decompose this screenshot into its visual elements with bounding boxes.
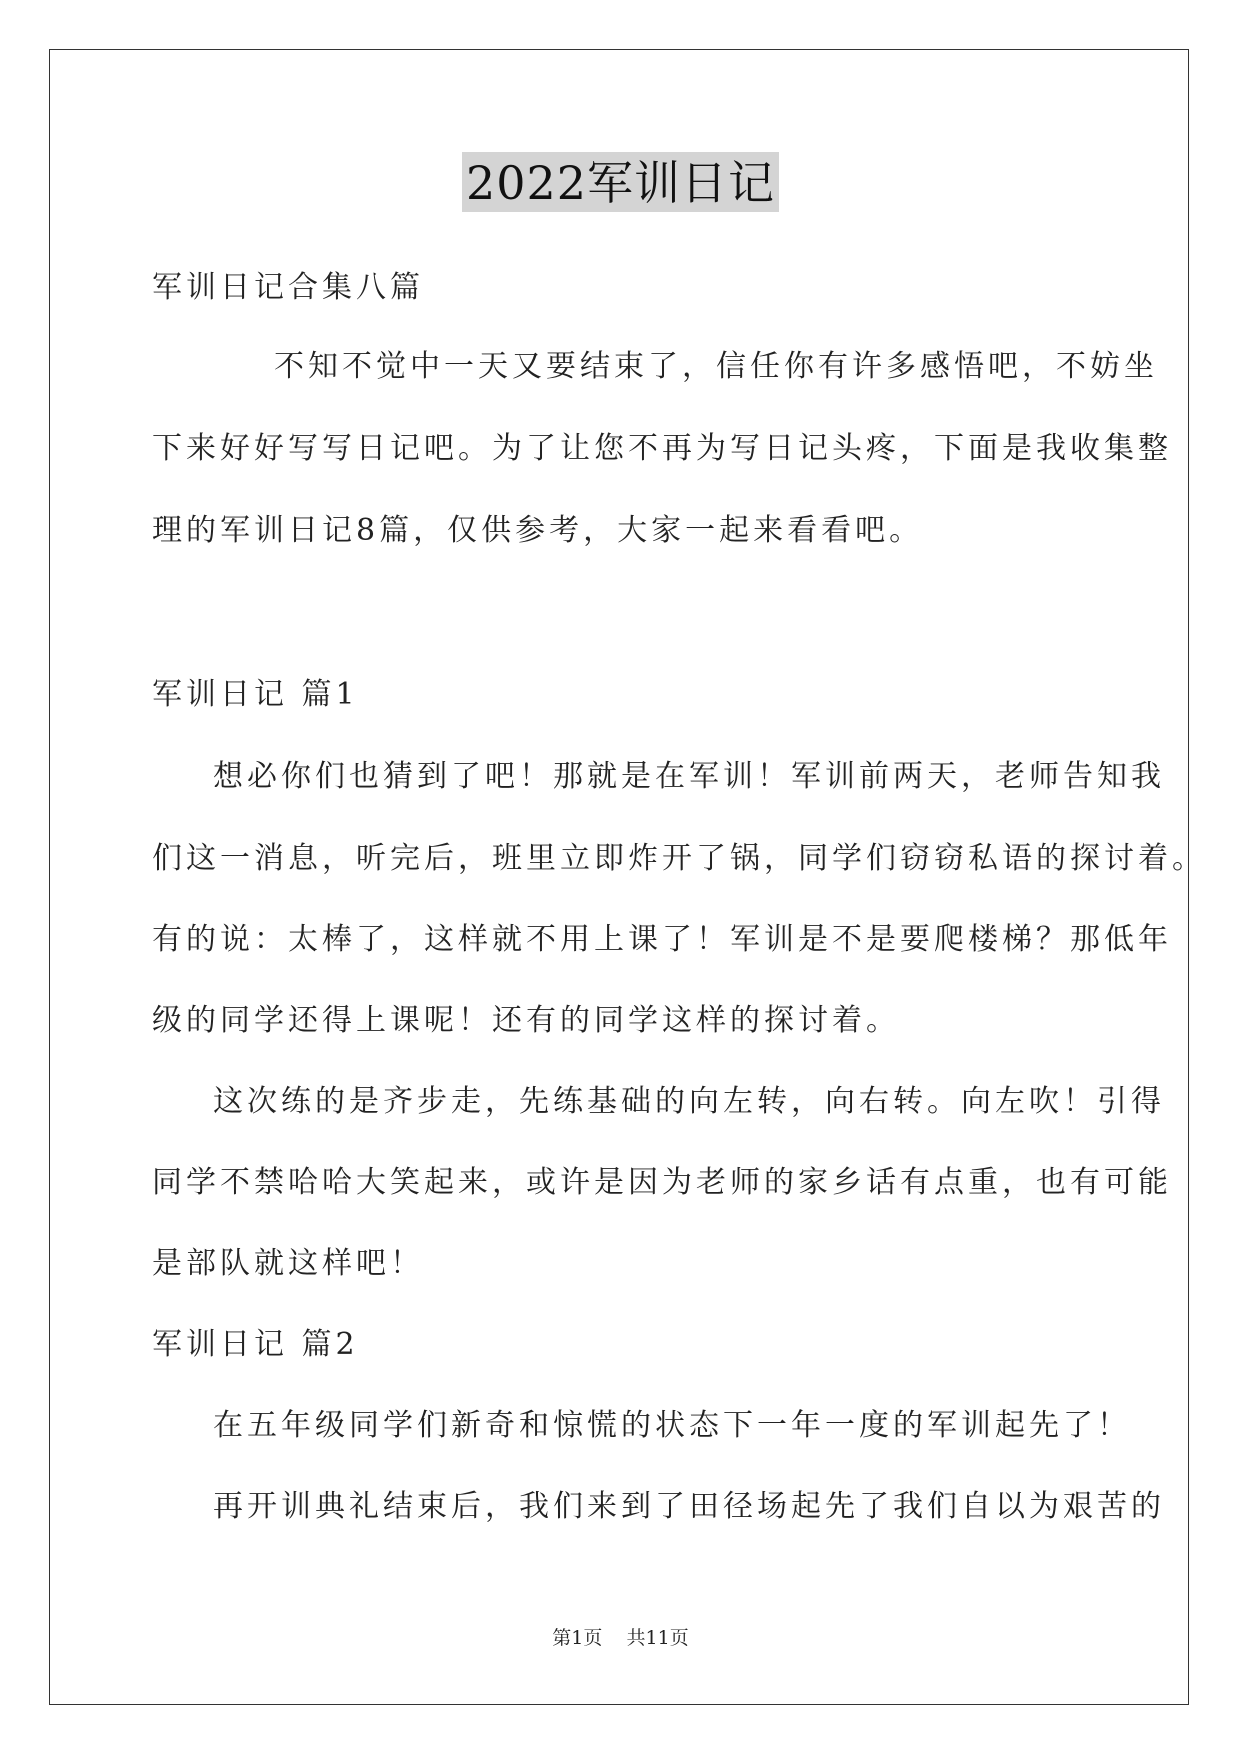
- section-1-p2-line-2: 同学不禁哈哈大笑起来，或许是因为老师的家乡话有点重，也有可能: [152, 1165, 1172, 1200]
- section-1-p1-line-1: 想必你们也猜到了吧！那就是在军训！军训前两天，老师告知我: [213, 759, 1165, 794]
- page-number: 第1页: [552, 1627, 603, 1649]
- section-2-p1: 在五年级同学们新奇和惊慌的状态下一年一度的军训起先了！: [213, 1408, 1131, 1443]
- section-1-p1-line-2: 们这一消息，听完后，班里立即炸开了锅，同学们窃窃私语的探讨着。: [152, 841, 1206, 876]
- title-container: [0, 152, 1241, 212]
- section-1-p1-line-4: 级的同学还得上课呢！还有的同学这样的探讨着。: [152, 1003, 900, 1038]
- intro-line-1: 不知不觉中一天又要结束了，信任你有许多感悟吧，不妨坐: [274, 349, 1158, 384]
- section-1-p2-line-3: 是部队就这样吧！: [152, 1246, 424, 1281]
- section-1-heading: 军训日记 篇1: [152, 677, 359, 712]
- footer-spacer: [602, 1627, 626, 1649]
- section-2-p2: 再开训典礼结束后，我们来到了田径场起先了我们自以为艰苦的: [213, 1489, 1165, 1524]
- page-total: 共11页: [626, 1627, 689, 1649]
- page-footer: [0, 1626, 1241, 1650]
- section-1-p2-line-1: 这次练的是齐步走，先练基础的向左转，向右转。向左吹！引得: [213, 1084, 1165, 1119]
- document-title: 2022军训日记: [462, 152, 779, 212]
- intro-line-3: 理的军训日记8篇，仅供参考，大家一起来看看吧。: [152, 513, 924, 548]
- section-1-p1-line-3: 有的说：太棒了，这样就不用上课了！军训是不是要爬楼梯？那低年: [152, 922, 1172, 957]
- document-subtitle: 军训日记合集八篇: [152, 270, 424, 305]
- section-2-heading: 军训日记 篇2: [152, 1327, 359, 1362]
- intro-line-2: 下来好好写写日记吧。为了让您不再为写日记头疼，下面是我收集整: [152, 431, 1172, 466]
